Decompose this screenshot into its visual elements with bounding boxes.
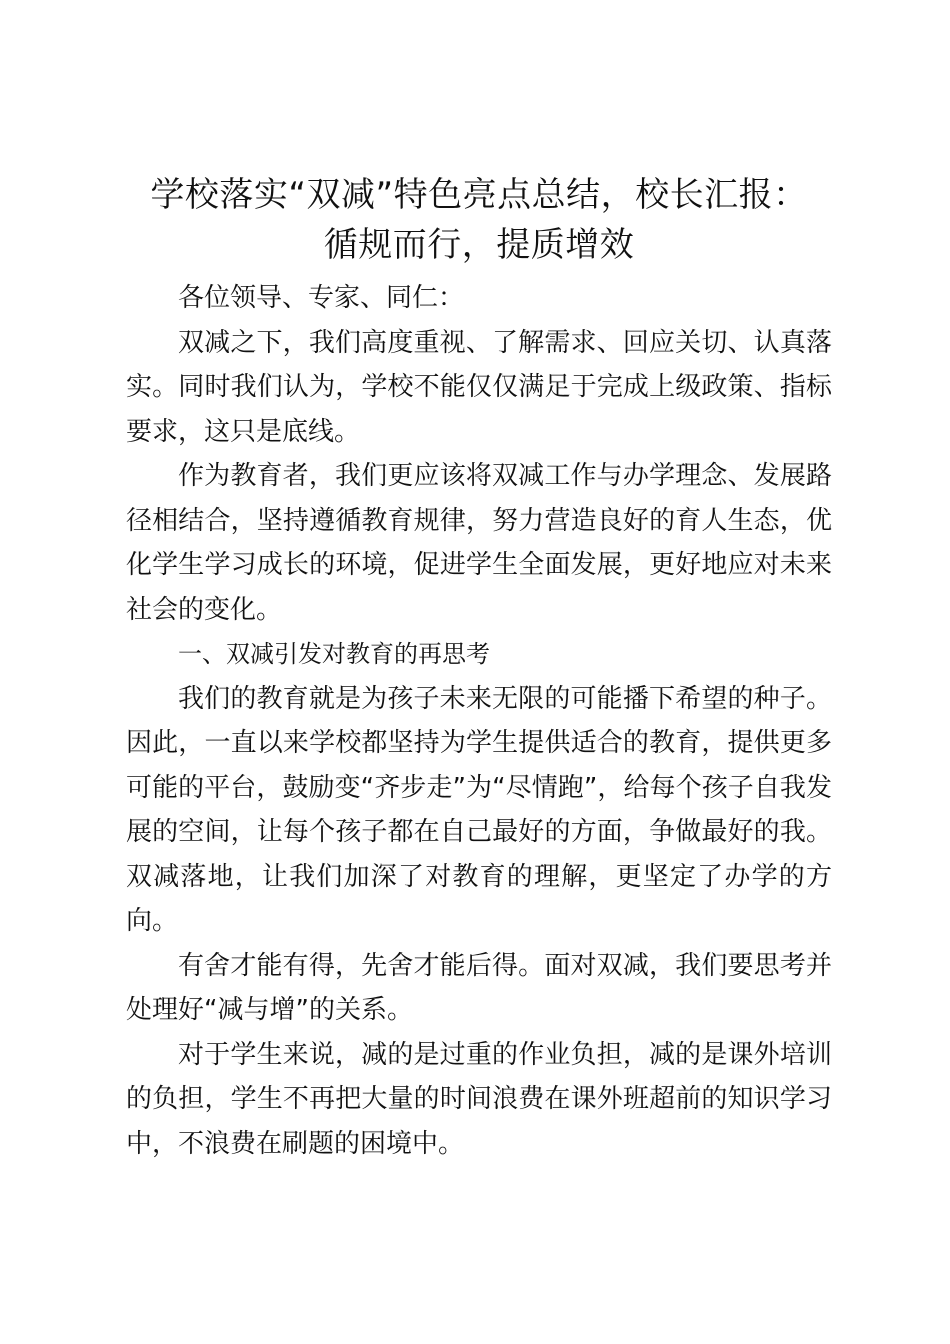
- paragraph: 对于学生来说，减的是过重的作业负担，减的是课外培训的负担，学生不再把大量的时间浪费在课外班超前的知识学习中，不浪费在刷题的困境中。: [126, 1039, 832, 1159]
- paragraph: 双减之下，我们高度重视、了解需求、回应关切、认真落实。同时我们认为，学校不能仅仅满足于完成上级政策、指标要求，这只是底线。: [126, 327, 832, 447]
- title-line-2: 循规而行，提质增效: [323, 225, 635, 265]
- title-line-1: 学校落实“双减”特色亮点总结，校长汇报：: [150, 175, 808, 215]
- greeting: 各位领导、专家、同仁：: [178, 283, 465, 313]
- paragraph: 有舍才能有得，先舍才能后得。面对双减，我们要思考并处理好“减与增”的关系。: [126, 950, 832, 1025]
- document-title: [126, 170, 832, 270]
- document-body: [126, 170, 832, 1166]
- paragraph: 我们的教育就是为孩子未来无限的可能播下希望的种子。因此，一直以来学校都坚持为学生提供适合的教育，提供更多可能的平台，鼓励变“齐步走”为“尽情跑”，给每个孩子自我发展的空间，让每个孩子都在自己最好的方面，争做最好的我。双减落地，让我们加深了对教育的理解，更坚定了办学的方向。: [126, 683, 832, 936]
- paragraph: 作为教育者，我们更应该将双减工作与办学理念、发展路径相结合，坚持遵循教育规律，努力营造良好的育人生态，优化学生学习成长的环境，促进学生全面发展，更好地应对未来社会的变化。: [126, 461, 832, 625]
- section-heading: 一、双减引发对教育的再思考: [178, 640, 490, 668]
